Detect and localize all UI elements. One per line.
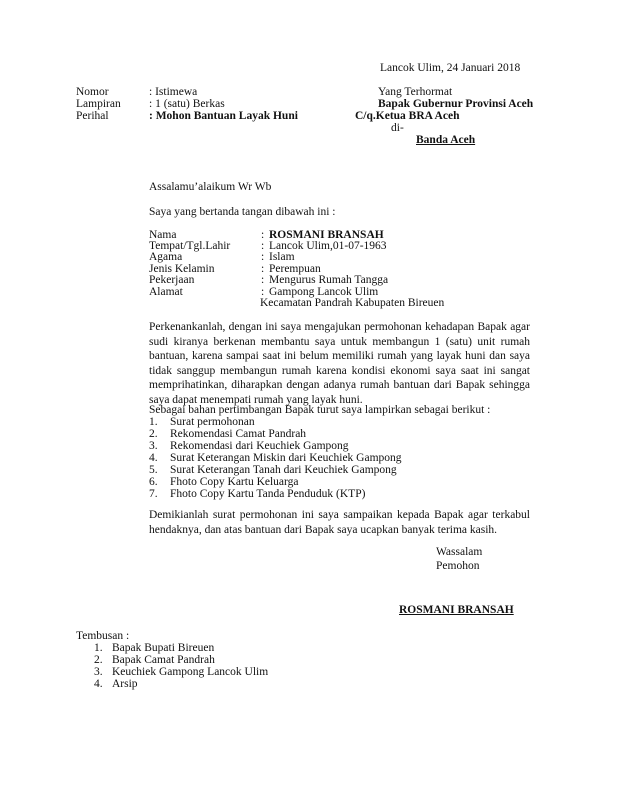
signoff: Wassalam — [436, 546, 483, 558]
address-line-2: Kecamatan Pandrah Kabupaten Bireuen — [260, 297, 445, 309]
identity-label: Jenis Kelamin — [149, 263, 215, 275]
list-number: 4. — [94, 678, 103, 690]
identity-colon: : — [261, 263, 265, 275]
identity-value: Mengurus Rumah Tangga — [269, 274, 389, 286]
list-number: 5. — [149, 464, 158, 476]
nomor-value: : Istimewa — [149, 86, 198, 98]
identity-label: Tempat/Tgl.Lahir — [149, 240, 231, 252]
perihal-value: : Mohon Bantuan Layak Huni — [149, 110, 298, 122]
signer-name: ROSMANI BRANSAH — [399, 604, 514, 616]
identity-label: Nama — [149, 229, 177, 241]
identity-value: Perempuan — [269, 263, 321, 275]
list-number: 1. — [149, 416, 158, 428]
list-text: Bapak Camat Pandrah — [112, 654, 215, 666]
lampiran-label: Lampiran — [76, 98, 121, 110]
list-number: 7. — [149, 488, 158, 500]
perihal-label: Perihal — [76, 110, 109, 122]
recipient-salutation: Yang Terhormat — [378, 86, 453, 98]
identity-colon: : — [261, 286, 265, 298]
identity-value: Gampong Lancok Ulim — [269, 286, 379, 298]
identity-label: Agama — [149, 251, 183, 263]
list-text: Surat Keterangan Tanah dari Keuchiek Gampong — [170, 464, 397, 476]
list-number: 3. — [149, 440, 158, 452]
nomor-label: Nomor — [76, 86, 109, 98]
cc-label: Tembusan : — [76, 630, 130, 642]
list-text: Rekomendasi dari Keuchiek Gampong — [170, 440, 349, 452]
list-number: 1. — [94, 642, 103, 654]
recipient-di: di- — [391, 122, 404, 134]
place-date: Lancok Ulim, 24 Januari 2018 — [380, 62, 521, 74]
identity-label: Pekerjaan — [149, 274, 195, 286]
identity-colon: : — [261, 229, 265, 241]
lampiran-value: : 1 (satu) Berkas — [149, 98, 225, 110]
identity-colon: : — [261, 251, 265, 263]
recipient-city: Banda Aceh — [416, 134, 476, 146]
intro-line: Saya yang bertanda tangan dibawah ini : — [149, 206, 336, 218]
list-text: Bapak Bupati Bireuen — [112, 642, 215, 654]
list-text: Surat Keterangan Miskin dari Keuchiek Gampong — [170, 452, 402, 464]
identity-colon: : — [261, 274, 265, 286]
list-number: 4. — [149, 452, 158, 464]
identity-colon: : — [261, 240, 265, 252]
identity-label: Alamat — [149, 286, 183, 298]
list-text: Keuchiek Gampong Lancok Ulim — [112, 666, 269, 678]
list-number: 3. — [94, 666, 103, 678]
identity-value: Islam — [269, 251, 295, 263]
recipient-via: C/q.Ketua BRA Aceh — [355, 110, 460, 122]
body-paragraph: Perkenankanlah, dengan ini saya mengajukan permohonan kehadapan Bapak agar sudi kiranya berkenan membantu saya untuk membangun 1 (satu) unit rumah bantuan, karena sampai saat ini belum memiliki rumah yang layak huni dan saya tidak sanggup membangun rumah karena kondisi ekonomi saya saat ini sangat memprihatinkan, diharapkan dengan adanya rumah bantuan dari Bapak sehingga saya dapat menempati rumah yang layak huni. — [149, 321, 530, 406]
list-text: Fhoto Copy Kartu Tanda Penduduk (KTP) — [170, 488, 366, 500]
list-number: 6. — [149, 476, 158, 488]
recipient-name: Bapak Gubernur Provinsi Aceh — [378, 98, 534, 110]
list-text: Arsip — [112, 678, 138, 690]
list-text: Rekomendasi Camat Pandrah — [170, 428, 307, 440]
list-number: 2. — [149, 428, 158, 440]
list-text: Fhoto Copy Kartu Keluarga — [170, 476, 299, 488]
attachments-intro: Sebagai bahan pertimbangan Bapak turut saya lampirkan sebagai berikut : — [149, 404, 491, 416]
greeting: Assalamu’alaikum Wr Wb — [149, 181, 272, 193]
list-number: 2. — [94, 654, 103, 666]
closing-paragraph: Demikianlah surat permohonan ini saya sampaikan kepada Bapak agar terkabul hendaknya, dan atas bantuan dari Bapak saya ucapkan banyak terima kasih. — [149, 509, 530, 536]
signoff-role: Pemohon — [436, 560, 480, 572]
identity-value: ROSMANI BRANSAH — [269, 229, 384, 241]
identity-value: Lancok Ulim,01-07-1963 — [269, 240, 387, 252]
list-text: Surat permohonan — [170, 416, 255, 428]
